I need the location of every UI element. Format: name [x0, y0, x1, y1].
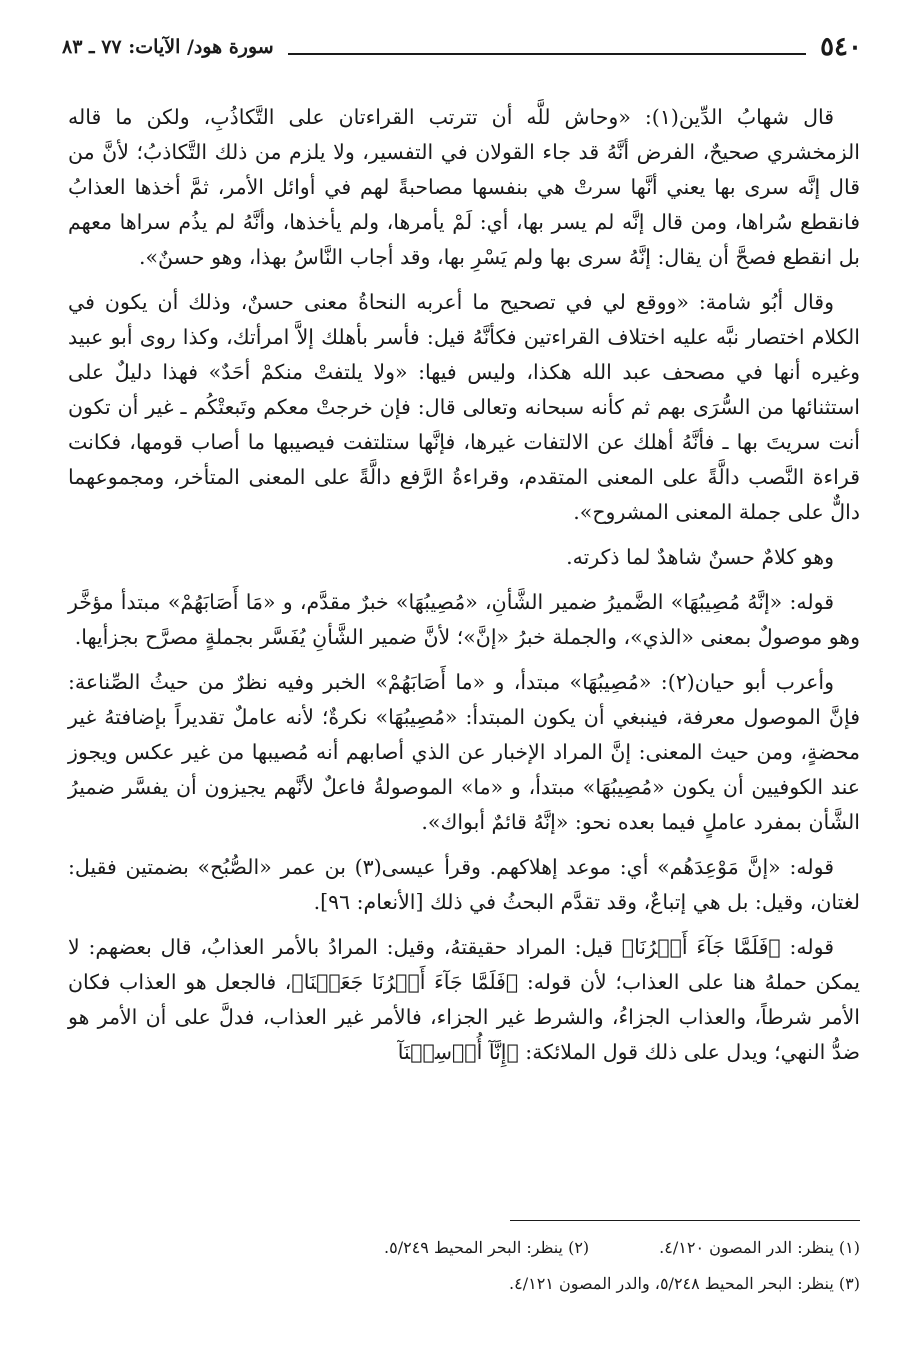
header-rule	[288, 53, 806, 55]
footnote-rule	[510, 1220, 860, 1221]
paragraph: قوله: ﴿فَلَمَّا جَآءَ أَمۡرُنَا﴾ قيل: المراد حقيقتهُ، وقيل: المرادُ بالأمر العذابُ، قال بعضهم: لا يمكن حملهُ هنا على العذاب؛ لأن قوله: ﴿فَلَمَّا جَآءَ أَمۡرُنَا جَعَلۡنَا﴾، فالجعل هو العذاب فكان الأمر شرطاً، والعذاب الجزاءُ، والشرط غير الجزاء، فالأمر غير العذاب، فدلَّ على أن الأمر هو ضدُّ النهي؛ ويدل على ذلك قول الملائكة: ﴿إِنَّآ أُرۡسِلۡنَآ	[68, 935, 860, 1064]
paragraph: وأعرب أبو حيان(٢): «مُصِيبُهَا» مبتدأ، و «ما أَصَابَهُمْ» الخبر وفيه نظرٌ من حيثُ الصِّناعة: فإنَّ الموصول معرفة، فينبغي أن يكون المبتدأ: «مُصِيبُهَا» نكرةٌ؛ لأنه عاملٌ تقديراً بإضافتهُ غير محضةٍ، ومن حيث المعنى: إنَّ المراد الإخبار عن الذي أصابهم أنه مُصيبها من غير عكس ويجوز عند الكوفيين أن يكون «مُصِيبُهَا» مبتدأ، و «ما» الموصولةُ فاعلٌ لأنَّهم يجيزون أن يفسَّر ضميرُ الشَّأن بمفرد عاملٍ فيما بعده نحو: «إنَّهُ قائمٌ أبواك».	[68, 670, 860, 834]
footnote-row	[68, 1230, 860, 1266]
paragraph: قوله: «إنَّ مَوْعِدَهُم» أي: موعد إهلاكهم. وقرأ عيسى(٣) بن عمر «الصُّبُح» بضمتين فقيل: لغتان، وقيل: بل هي إتباعٌ، وقد تقدَّم البحثُ في ذلك [الأنعام: ٩٦].	[68, 855, 860, 914]
footnotes	[68, 1230, 860, 1302]
body-text	[68, 100, 860, 1080]
paragraph: قال شهابُ الدِّين(١): «وحاش للَّه أن تترتب القراءتان على التَّكاذُبِ، ولكن ما قاله الزمخشري صحيحٌ، الفرض أنَّهُ قد جاء القولان في التفسير، ولا يلزم من ذلك التَّكاذبُ؛ لأنَّ من قال إنَّه سرى بها يعني أنَّها سرتْ هي بنفسها مصاحبةً لهم في أوائل الأمر، ثمَّ أخذها العذابُ فانقطع سُراها، ومن قال إنَّه لم يسر بها، أي: لَمْ يأمرها، ولم يأخذها، وأنَّهُ لم يذُم سراها معهم بل انقطع فصحَّ أن يقال: إنَّهُ سرى بها ولم يَسْرِ بها، وقد أجاب النَّاسُ بهذا، وهو حسنٌ».	[68, 105, 860, 269]
page-header	[62, 30, 862, 64]
footnote: (٢) ينظر: البحر المحيط ٥/٢٤٩.	[384, 1238, 590, 1257]
paragraph: وهو كلامٌ حسنٌ شاهدٌ لما ذكرته.	[566, 545, 834, 569]
footnote: (٣) ينظر: البحر المحيط ٥/٢٤٨، والدر المصون ٤/١٢١.	[509, 1274, 860, 1293]
paragraph: قوله: «إنَّهُ مُصِيبُهَا» الضَّميرُ ضمير الشَّأنِ، «مُصِيبُهَا» خبرٌ مقدَّم، و «مَا أَصَابَهُمْ» مبتدأ مؤخَّر وهو موصولٌ بمعنى «الذي»، والجملة خبرُ «إنَّ»؛ لأنَّ ضمير الشَّأنِ يُفَسَّر بجملةٍ مصرَّح بجزأيها.	[68, 590, 860, 649]
running-title: سورة هود/ الآيات: ٧٧ ـ ٨٣	[62, 36, 274, 58]
page-number: ٥٤٠	[820, 32, 862, 62]
footnote: (١) ينظر: الدر المصون ٤/١٢٠.	[659, 1238, 860, 1257]
paragraph: وقال أبُو شامة: «ووقع لي في تصحيح ما أعربه النحاةُ معنى حسنٌ، وذلك أن يكون في الكلام اختصار نبَّه عليه اختلاف القراءتين فكأنَّهُ قيل: فأسر بأهلك إلاَّ امرأتك، وكذا روى أبو عبيد وغيره أنها في مصحف عبد الله هكذا، وليس فيها: «ولا يلتفتْ منكمْ أحَدٌ» فهذا دليلٌ على استثنائها من السُّرَى بهم ثم كأنه سبحانه وتعالى قال: فإن خرجتْ معكم وتَبعتْكُم ـ غير أن تكون أنت سريتَ بها ـ فأنَّهُ أهلك عن الالتفات غيرها، فإنَّها ستلتفت فيصيبها ما أصاب قومها، فكانت قراءة النَّصب دالَّةً على المعنى المتقدم، وقراءةُ الرَّفع دالَّةً على المعنى المتأخر، ومجموعهما دالٌّ على جملة المعنى المشروح».	[68, 290, 860, 524]
footnote-row	[68, 1266, 860, 1302]
